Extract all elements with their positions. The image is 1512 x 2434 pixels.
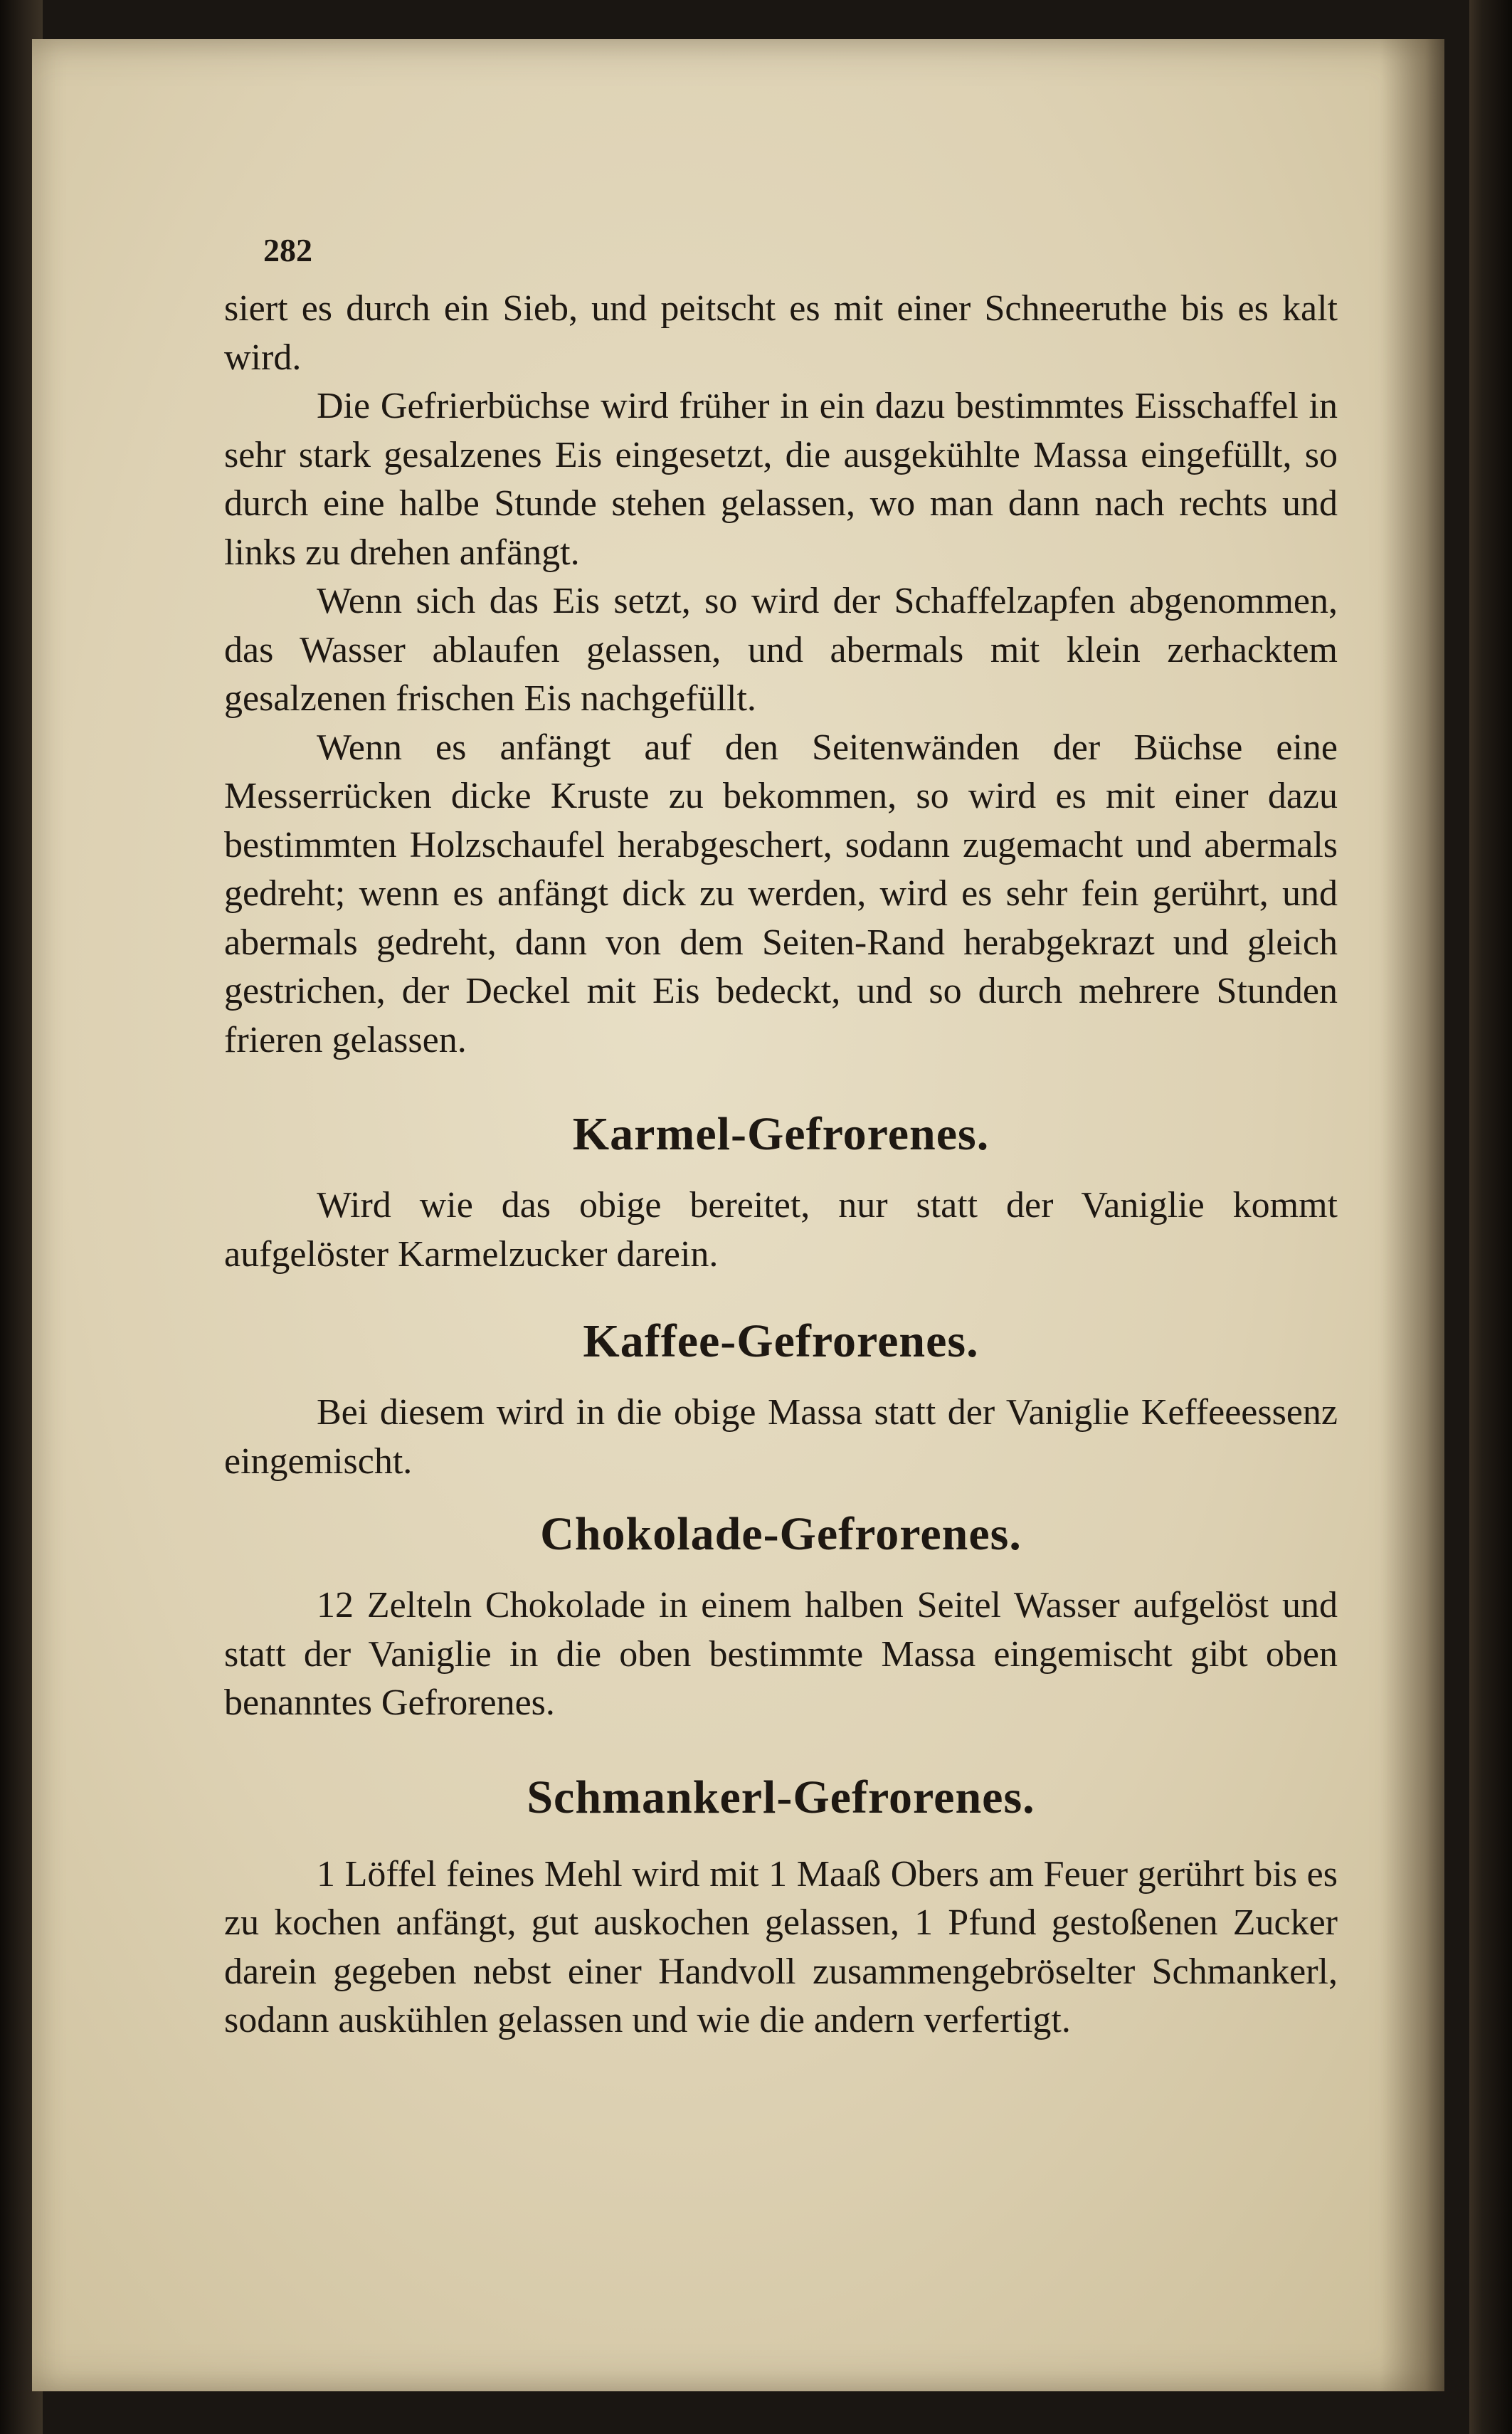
- page-gutter-shadow: [1380, 39, 1444, 2391]
- paragraph-continuation: siert es durch ein Sieb, und peitscht es mit einer Schneeruthe bis es kalt wird.: [224, 288, 1338, 378]
- paragraph-gefrierbuechse: Die Gefrierbüchse wird früher in ein dazu bestimmtes Eisschaffel in sehr stark gesalzenes Eis eingesetzt, die ausgekühlte Massa eingefüllt, so durch eine halbe Stunde stehen gelassen, wo man dann nach rechts und links zu drehen anfängt.: [224, 386, 1338, 573]
- paragraph-schmankerl: 1 Löffel feines Mehl wird mit 1 Maaß Obers am Feuer gerührt bis es zu kochen anfängt, gut auskochen gelassen, 1 Pfund gestoßenen Zucker darein gegeben nebst einer Handvoll zusammengebröselter Schmankerl, sodann auskühlen gelassen und wie die andern verfertigt.: [224, 1853, 1338, 2040]
- paragraph-chokolade: 12 Zelteln Chokolade in einem halben Seitel Wasser aufgelöst und statt der Vaniglie in die oben bestimmte Massa eingemischt gibt oben benanntes Gefrorenes.: [224, 1585, 1338, 1723]
- paragraph-karmel: Wird wie das obige bereitet, nur statt der Vaniglie kommt aufgelöster Karmelzucker darein.: [224, 1185, 1338, 1275]
- book-cover-right: [1469, 0, 1512, 2434]
- page-number: 282: [263, 232, 312, 268]
- heading-schmankerl: Schmankerl-Gefrorenes.: [527, 1771, 1035, 1823]
- heading-kaffee: Kaffee-Gefrorenes.: [583, 1315, 979, 1367]
- paragraph-kruste: Wenn es anfängt auf den Seitenwänden der Büchse eine Messerrücken dicke Kruste zu bekommen, so wird es mit einer dazu bestimmten Holzschaufel herabgeschert, sodann zugemacht und abermals gedreht; wenn es anfängt dick zu werden, wird es sehr fein gerührt, und abermals gedreht, dann von dem Seiten-Rand herabgekrazt und gleich gestrichen, der Deckel mit Eis bedeckt, und so durch mehrere Stunden frieren gelassen.: [224, 727, 1338, 1060]
- heading-chokolade: Chokolade-Gefrorenes.: [540, 1508, 1022, 1560]
- paragraph-eis-setzt: Wenn sich das Eis setzt, so wird der Schaffelzapfen abgenommen, das Wasser ablaufen gelassen, und abermals mit klein zerhacktem gesalzenen frischen Eis nachgefüllt.: [224, 581, 1338, 719]
- heading-karmel: Karmel-Gefrorenes.: [572, 1108, 990, 1160]
- page-text: [224, 224, 1338, 2045]
- paragraph-kaffee: Bei diesem wird in die obige Massa statt der Vaniglie Keffeeessenz eingemischt.: [224, 1392, 1338, 1482]
